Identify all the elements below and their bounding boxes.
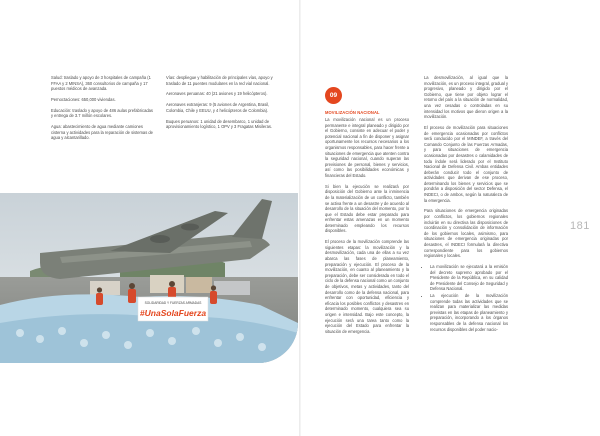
paragraph: Si bien la ejecución se realizará por disposición del Gobierno ante la inminencia de la materialización de un conflicto, también se activa frente a un desastre y de acuerdo al desarrollo de la situación del momento, por lo que el Estado debe estar preparado para enfrentar estas amenazas en un momento determinado empleando los recursos disponibles. — [325, 183, 409, 234]
page-gutter — [299, 0, 301, 436]
paragraph: Aeronaves peruanas: 40 (21 aviones y 19 helicópteros). — [166, 91, 268, 97]
list-item: • La ejecución de la movilización comprende todas las actividades que se realizan para materializar las medidas previstas en las etapas de planeamiento y preparación, incorporando a los órganos responsables de la defensa nacional los recursos disponibles del poder nacio- — [430, 293, 508, 332]
paragraph: Aeronaves extranjeras: 9 (5 aviones de Argentina, Brasil, Colombia, Chile y EEUU, y 4 helicópteros de Colombia). — [166, 102, 270, 113]
paragraph: La movilización nacional es un proceso permanente e integral planeado y dirigido por el Gobierno, consiste en adecuar el poder y potencial nacional a fin de disponer y asignar oportunamente los recursos necesarios a los organismos responsables, para hacer frente a situaciones de emergencia que atenten contra la seguridad nacional, cuando superan las previsiones de personal, bienes y servicios, así como las posibilidades económicas y financieras del Estado. — [325, 117, 409, 178]
paragraph: Buques peruanos: 1 unidad de desembarco, 1 unidad de aprovisionamiento logístico, 1 OPV y 3 Fragatas Misileras. — [166, 118, 273, 130]
paragraph: El proceso de la movilización comprende las siguientes etapas: la movilización y la desmovilización, cada una de ellas a su vez abarca las fases de planeamiento, preparación y ejecución. El proceso de la movilización, en cuanto al planeamiento y la preparación, debe ser considerada en todo el ciclo de la defensa nacional como un conjunto de objetivos, metas y actividades, tanto del desarrollo como de la defensa nacional, para enfrentar con oportunidad, eficiencia y eficacia los posibles conflictos y desastres en determinado momento, cualquiera sea su origen e intensidad. Bajo este concepto, la ejecución será una tarea tanto como la ejecución del Estado para enfrentar la situación de emergencia. — [325, 239, 409, 334]
banner-hashtag: #UnaSolaFuerza — [139, 308, 207, 318]
paragraph: Salud: traslado y apoyo de 3 hospitales de campaña (1 FFAA y 2 MINSA), 360 consultorios de campaña y 17 puestos médicos de avanzada. — [51, 75, 151, 92]
banner-small-text: SOLIDARIDAD Y FUERZAS ARMADAS — [144, 301, 202, 305]
aircraft-relief-photo — [0, 193, 298, 363]
photo-illustration — [0, 193, 298, 363]
paragraph: Agua: abastecimiento de agua mediante camiones cisterna y actividades para la reparación de sistemas de agua y alcantarillado. — [51, 124, 153, 141]
list-item: • La movilización se ejecutará a la emisión del decreto supremo aprobado por el Presidente de la República, en su calidad de Presidente del Consejo de Seguridad y Defensa Nacional. — [430, 264, 508, 292]
left-column-1 — [51, 75, 156, 146]
section-number-badge: 09 — [325, 87, 342, 104]
page-number-right: 181 — [570, 220, 590, 232]
bullet-list — [424, 264, 508, 332]
paragraph: Educación: traslado y apoyo de 486 aulas prefabricadas y entrega de 3.7 millón escolares. — [51, 107, 153, 119]
paragraph: Pernoctaciones: 650,000 viviendas. — [51, 96, 116, 102]
right-column-1 — [325, 117, 409, 340]
right-column-2 — [424, 75, 508, 333]
section-title: MOVILIZACIÓN NACIONAL — [325, 110, 380, 115]
paragraph: Vías: despliegue y habilitación de principales vías, apoyo y traslado de 11 puentes modulares en la red vial nacional. — [166, 75, 273, 86]
paragraph: Para situaciones de emergencia originadas por conflictos, los gobiernos regionales incluirán en su directiva las disposiciones de coordinación y consolidación de información de los gobiernos locales, asimismo, para situaciones de emergencia originadas por desastres, el INDECI formulará la directiva correspondiente para los gobiernos regionales y locales. — [424, 208, 508, 259]
left-column-2 — [166, 75, 278, 135]
paragraph: El proceso de movilización para situaciones de emergencia ocasionadas por conflictos será conducido por el MINDEF, a través del Comando Conjunto de las Fuerzas Armadas, y para situaciones de emergencia ocasionadas por desastres o calamidades de toda índole será liderado por el Instituto Nacional de Defensa Civil. Ambas entidades deberán conducir todo el conjunto de actividades que derivan de ese proceso, determinando los bienes y servicios que se pondrán a disposición del sector Defensa, el INDECI, o de ambos, según la naturaleza de la emergencia. — [424, 124, 508, 203]
paragraph: La desmovilización, al igual que la movilización, es un proceso integral, gradual y progresivo, planeado y dirigido por el Gobierno, que tiene por objeto lograr el retorno del país a la situación de normalidad, una vez cesadas o controladas en su intensidad los motivos que dieron origen a la movilización. — [424, 75, 508, 120]
